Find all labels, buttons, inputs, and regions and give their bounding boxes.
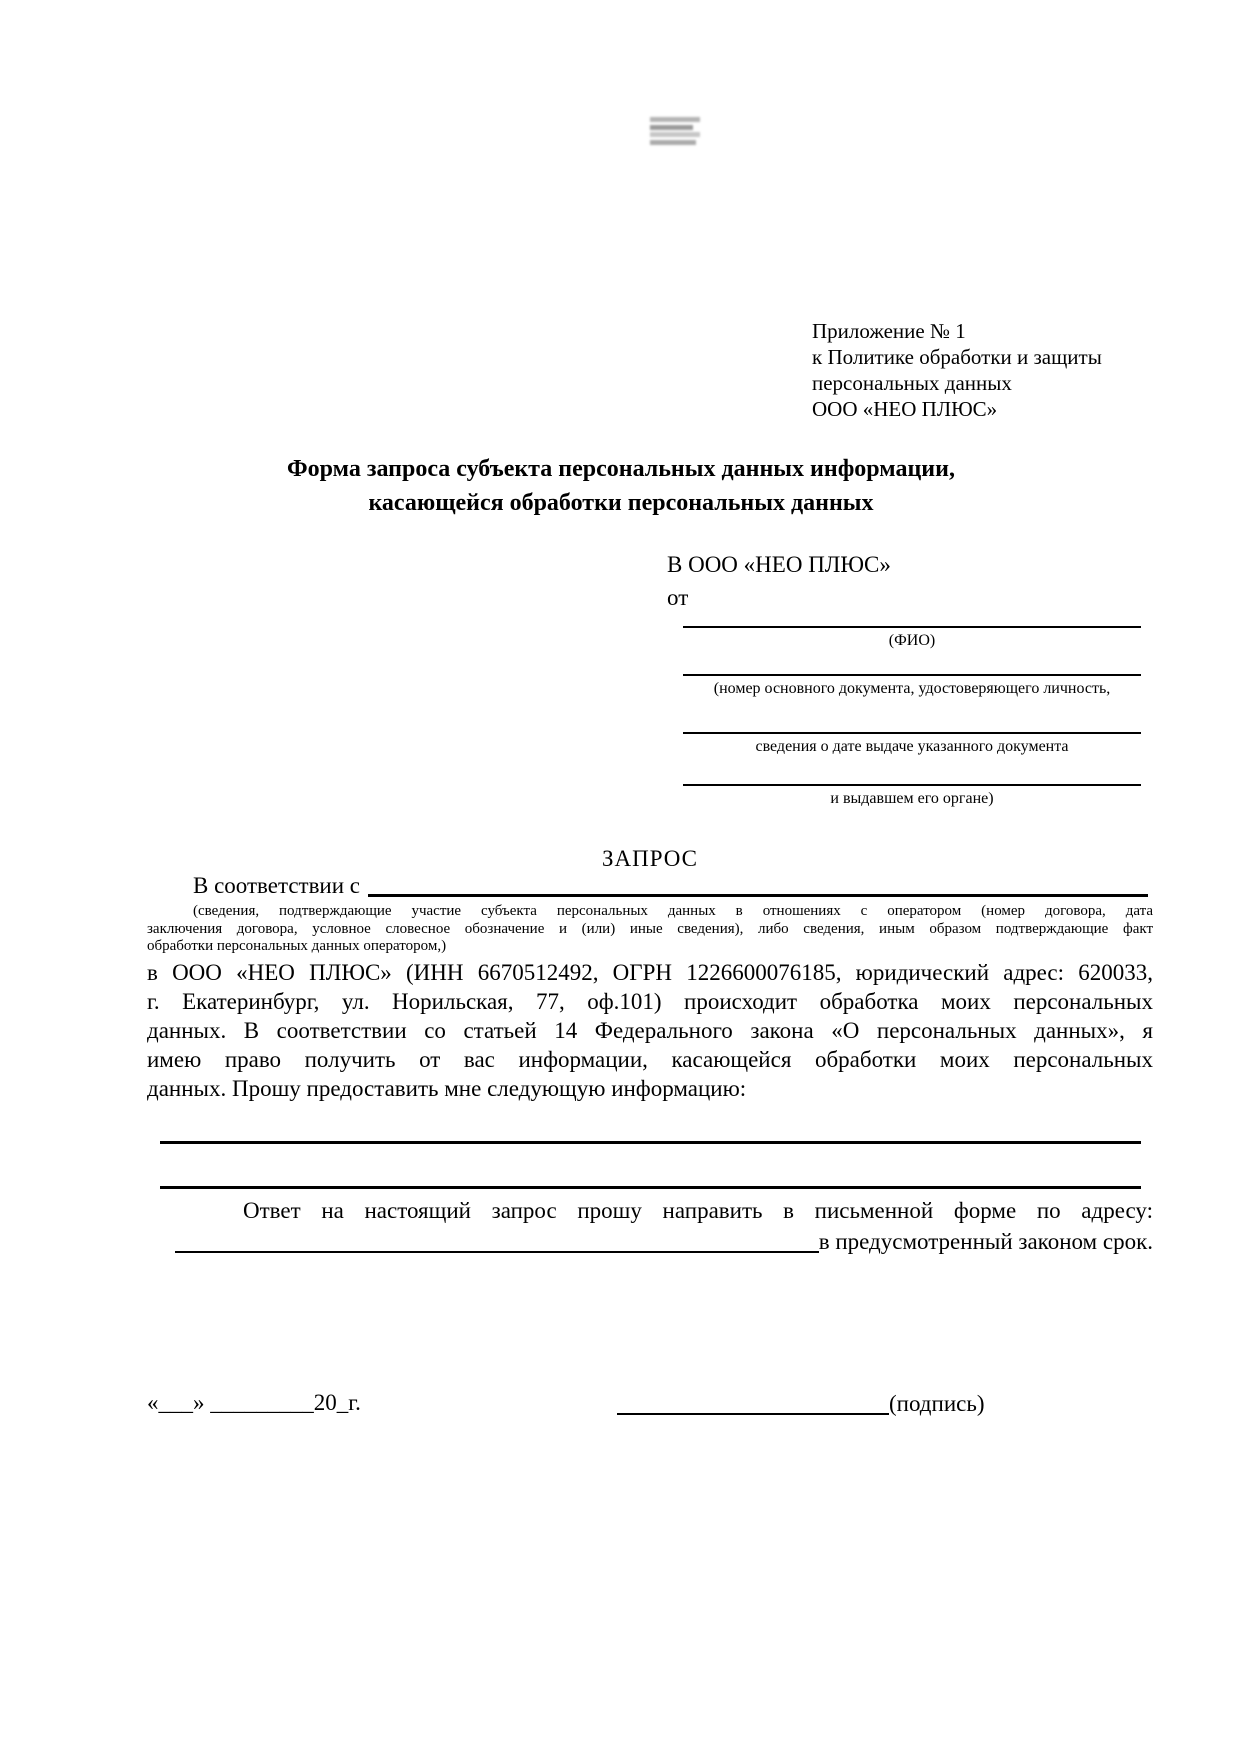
request-body [147, 958, 1153, 1103]
reply-address-blank-line[interactable] [175, 1228, 819, 1253]
request-heading: ЗАПРОС [601, 846, 699, 871]
body-line: данных. Прошу предоставить мне следующую информацию: [147, 1076, 747, 1101]
addressee-to: В ООО «НЕО ПЛЮС» [667, 552, 891, 577]
requested-info-blank-line-2[interactable] [160, 1186, 1141, 1189]
appendix-line: персональных данных [812, 371, 1012, 395]
issue-date-blank-line[interactable] [683, 732, 1141, 734]
basis-blank-line[interactable] [368, 872, 1148, 897]
footnote-line: заключения договора, условное словесное обозначение и (или) иные сведения), либо сведения, иным образом подтверждающие факт [147, 920, 1153, 937]
body-line: имею право получить от вас информации, касающейся обработки моих персональных [147, 1047, 1153, 1072]
basis-row [193, 872, 1148, 900]
date-fill-in[interactable]: «___» _________20_г. [147, 1390, 361, 1415]
form-title [0, 452, 1242, 520]
logo-stripe [650, 125, 693, 130]
footnote-line: (сведения, подтверждающие участие субъекта персональных данных в отношениях с оператором (номер договора, дата [193, 903, 1153, 919]
logo-stripe [650, 117, 700, 122]
issue-date-field-label: сведения о дате выдаче указанного документа [755, 738, 1069, 755]
document-number-blank-line[interactable] [683, 674, 1141, 676]
signature-label: (подпись) [889, 1391, 985, 1416]
signature-row [617, 1390, 984, 1418]
appendix-block [812, 318, 1102, 422]
form-title-line2: касающейся обработки персональных данных [368, 490, 874, 516]
footnote-line: обработки персональных данных оператором,) [147, 938, 447, 954]
reply-term-suffix: в предусмотренный законом срок. [818, 1229, 1153, 1254]
basis-footnote [147, 903, 1153, 956]
blurred-logo [650, 117, 700, 145]
signature-blank-line[interactable] [617, 1390, 889, 1415]
addressee-from-label: от [667, 585, 689, 610]
appendix-line: Приложение № 1 [812, 319, 966, 343]
reply-address-line: Ответ на настоящий запрос прошу направить в письменной форме по адресу: [243, 1198, 1153, 1223]
body-line: в ООО «НЕО ПЛЮС» (ИНН 6670512492, ОГРН 1226600076185, юридический адрес: 620033, [147, 960, 1153, 985]
issuing-authority-field-label: и выдавшем его органе) [830, 790, 994, 807]
body-line: данных. В соответствии со статьей 14 Федерального закона «О персональных данных», я [147, 1018, 1153, 1043]
reply-term-row [175, 1228, 1153, 1256]
requested-info-blank-line-1[interactable] [160, 1141, 1141, 1144]
appendix-line: ООО «НЕО ПЛЮС» [812, 397, 998, 421]
issuing-authority-blank-line[interactable] [683, 784, 1141, 786]
body-line: г. Екатеринбург, ул. Норильская, 77, оф.101) происходит обработка моих персональных [147, 989, 1153, 1014]
logo-stripe [650, 140, 696, 145]
fio-field-label: (ФИО) [888, 632, 936, 649]
basis-prefix: В соответствии с [193, 873, 361, 898]
form-title-line1: Форма запроса субъекта персональных данных информации, [287, 456, 955, 482]
document-number-field-label: (номер основного документа, удостоверяющего личность, [713, 680, 1111, 697]
fio-blank-line[interactable] [683, 626, 1141, 628]
logo-stripe [650, 132, 700, 137]
appendix-line: к Политике обработки и защиты [812, 345, 1102, 369]
